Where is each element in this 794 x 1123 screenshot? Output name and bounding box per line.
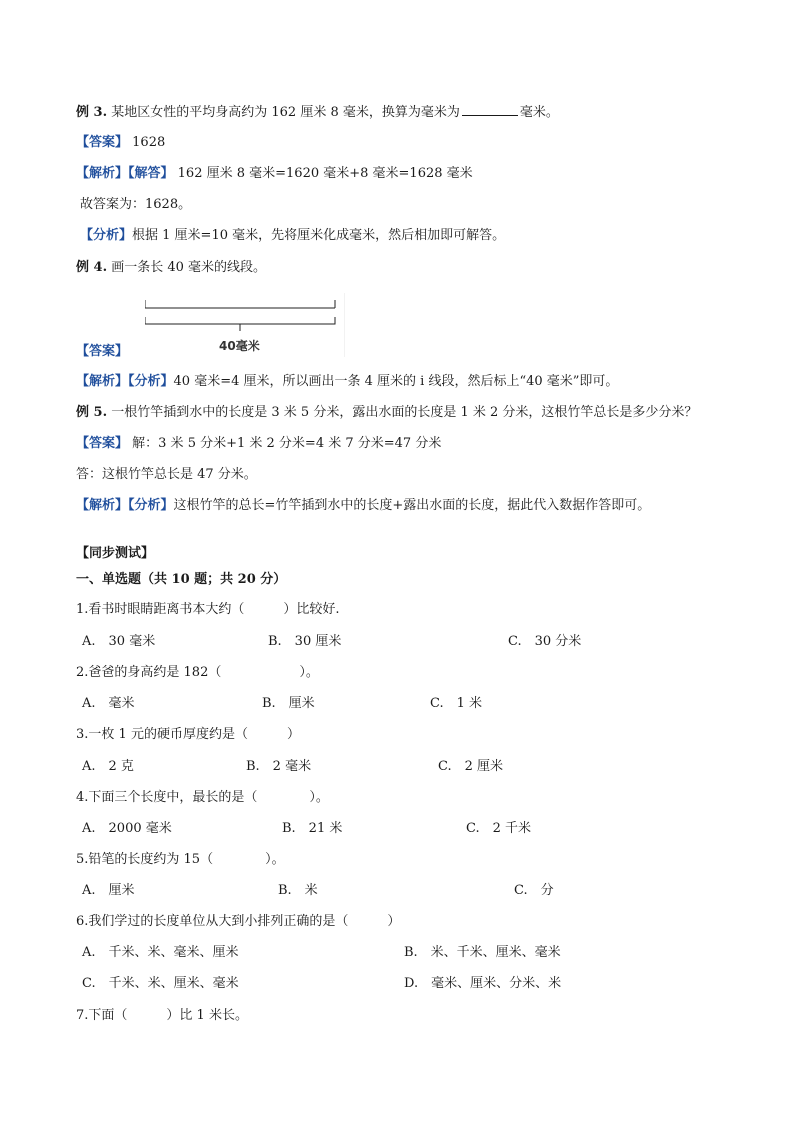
question-text: 一根竹竿插到水中的长度是 3 米 5 分米，露出水面的长度是 1 米 2 分米，这根竹竿总长是多少分米？ xyxy=(111,405,698,420)
section-subtitle: 一、单选题（共 10 题；共 20 分） xyxy=(76,572,287,587)
analysis-text: 162 厘米 8 毫米=1620 毫米+8 毫米=1628 毫米 xyxy=(177,166,473,181)
fenxi-tag: 【分析】 xyxy=(80,228,133,243)
example-3-answer xyxy=(76,134,165,152)
option-b[interactable]: B. 厘米 xyxy=(262,696,315,711)
option-b[interactable]: B. 30 厘米 xyxy=(268,634,342,649)
example-3-question xyxy=(76,103,559,122)
example-3-conclusion: 故答案为：1628。 xyxy=(80,197,192,212)
example-4-answer xyxy=(76,343,128,361)
question-text-end: 毫米。 xyxy=(519,105,559,120)
option-b[interactable]: B. 2 毫米 xyxy=(246,759,312,774)
analysis-tag: 【解析】【分析】 xyxy=(76,498,174,513)
question-text: 某地区女性的平均身高约为 162 厘米 8 毫米，换算为毫米为 xyxy=(111,105,460,120)
question-stem: 4.下面三个长度中，最长的是（ ）。 xyxy=(76,790,329,805)
analysis-text: 40 毫米=4 厘米，所以画出一条 4 厘米的 i 线段，然后标上“40 毫米”即可。 xyxy=(173,374,619,389)
segment-figure xyxy=(145,293,345,357)
option-a[interactable]: A. 2 克 xyxy=(82,759,134,774)
question-text: 画一条长 40 毫米的线段。 xyxy=(111,260,267,275)
example-5-analysis xyxy=(76,497,650,515)
question-stem: 6.我们学过的长度单位从大到小排列正确的是（ ） xyxy=(76,914,401,929)
example-4-question xyxy=(76,259,266,277)
option-a[interactable]: A. 厘米 xyxy=(82,883,135,898)
option-c[interactable]: C. 分 xyxy=(514,883,554,898)
answer-blank xyxy=(462,103,518,116)
option-b[interactable]: B. 21 米 xyxy=(282,821,343,836)
example-3-fenxi xyxy=(80,227,505,245)
option-a[interactable]: A. 毫米 xyxy=(82,696,135,711)
option-c[interactable]: C. 千米、米、厘米、毫米 xyxy=(82,976,239,991)
fenxi-text: 根据 1 厘米=10 毫米，先将厘米化成毫米，然后相加即可解答。 xyxy=(132,228,506,243)
question-stem: 3.一枚 1 元的硬币厚度约是（ ） xyxy=(76,727,300,742)
example-5-reply: 答：这根竹竿总长是 47 分米。 xyxy=(76,467,257,482)
option-c[interactable]: C. 30 分米 xyxy=(508,634,582,649)
option-b[interactable]: B. 米 xyxy=(278,883,318,898)
question-stem: 5.铅笔的长度约为 15（ ）。 xyxy=(76,852,285,867)
analysis-text: 这根竹竿的总长=竹竿插到水中的长度+露出水面的长度，据此代入数据作答即可。 xyxy=(173,498,651,513)
example-label: 例 4. xyxy=(76,260,108,275)
answer-tag: 【答案】 xyxy=(76,436,129,451)
answer-tag: 【答案】 xyxy=(76,135,129,150)
option-c[interactable]: C. 1 米 xyxy=(430,696,483,711)
option-a[interactable]: A. 30 毫米 xyxy=(82,634,156,649)
option-d[interactable]: D. 毫米、厘米、分米、米 xyxy=(404,976,562,991)
answer-text: 1628 xyxy=(132,135,166,150)
answer-text: 解：3 米 5 分米+1 米 2 分米=4 米 7 分米=47 分米 xyxy=(132,436,442,451)
segment-label: 40毫米 xyxy=(219,339,260,353)
example-label: 例 5. xyxy=(76,405,108,420)
example-3-analysis xyxy=(76,165,473,183)
option-a[interactable]: A. 2000 毫米 xyxy=(82,821,172,836)
example-4-analysis xyxy=(76,373,618,391)
example-5-question xyxy=(76,404,697,422)
option-b[interactable]: B. 米、千米、厘米、毫米 xyxy=(404,945,561,960)
segment-brace xyxy=(145,317,335,324)
option-c[interactable]: C. 2 千米 xyxy=(466,821,532,836)
question-stem: 1.看书时眼睛距离书本大约（ ）比较好. xyxy=(76,602,340,617)
option-a[interactable]: A. 千米、米、毫米、厘米 xyxy=(82,945,239,960)
answer-tag: 【答案】 xyxy=(76,344,129,359)
analysis-tag: 【解析】【分析】 xyxy=(76,374,174,389)
example-5-answer xyxy=(76,435,441,453)
section-title: 【同步测试】 xyxy=(76,546,155,561)
example-label: 例 3. xyxy=(76,105,108,120)
option-c[interactable]: C. 2 厘米 xyxy=(438,759,504,774)
question-stem: 7.下面（ ）比 1 米长。 xyxy=(76,1008,248,1023)
question-stem: 2.爸爸的身高约是 182（ ）。 xyxy=(76,665,319,680)
analysis-tag: 【解析】【解答】 xyxy=(76,166,174,181)
